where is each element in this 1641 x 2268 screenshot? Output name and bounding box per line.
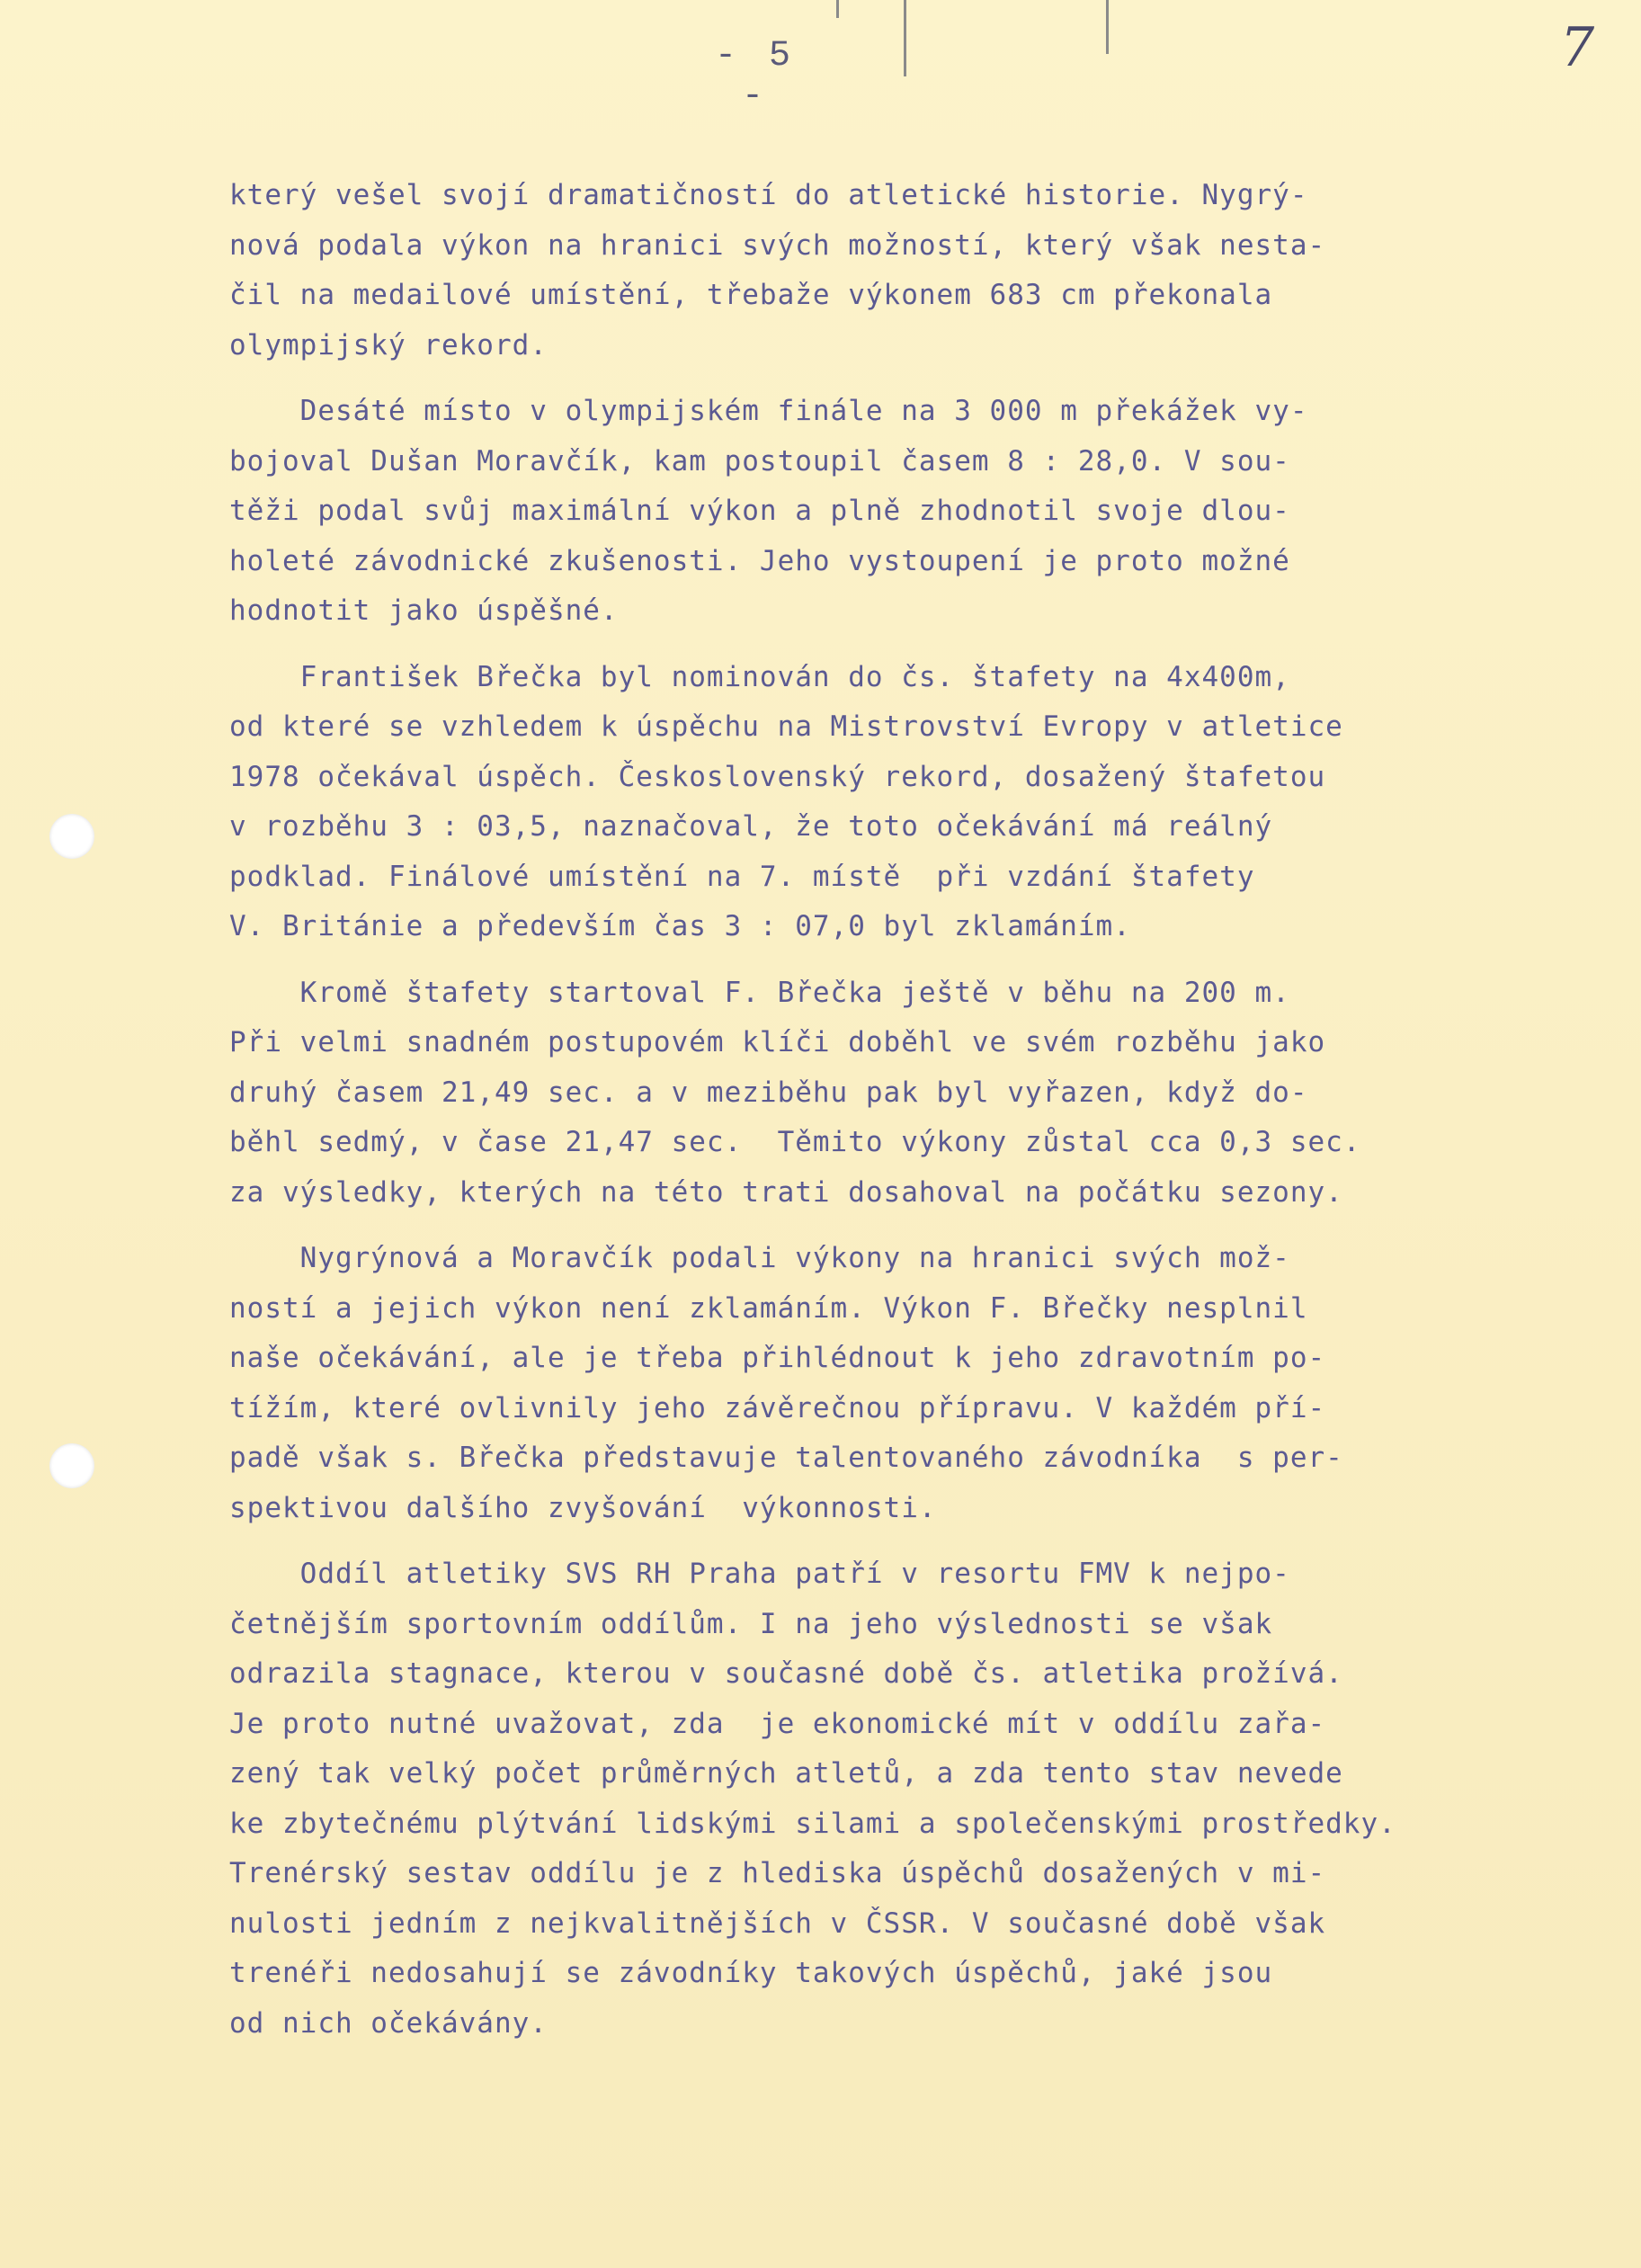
text-line: tížím, které ovlivnily jeho závěrečnou přípravu. V každém pří- <box>229 1391 1326 1424</box>
text-line: V. Británie a především čas 3 : 07,0 byl zklamáním. <box>229 910 1131 942</box>
text-line: spektivou dalšího zvyšování výkonnosti. <box>229 1491 937 1524</box>
text-line: od nich očekávány. <box>229 2006 548 2040</box>
text-line: Trenérský sestav oddílu je z hlediska úspěchů dosažených v mi- <box>229 1857 1326 1889</box>
paragraph <box>229 171 1560 371</box>
paragraph <box>229 969 1560 1219</box>
text-line: Desáté místo v olympijském finále na 3 000 m překážek vy- <box>229 395 1308 427</box>
text-line: František Břečka byl nominován do čs. štafety na 4x400m, <box>229 660 1290 693</box>
text-line: Při velmi snadném postupovém klíči doběhl ve svém rozběhu jako <box>229 1026 1326 1058</box>
text-line: ností a jejich výkon není zklamáním. Výkon F. Břečky nesplnil <box>229 1291 1308 1325</box>
text-line: podklad. Finálové umístění na 7. místě při vzdání štafety <box>229 860 1255 893</box>
text-line: běhl sedmý, v čase 21,47 sec. Těmito výkony zůstal cca 0,3 sec. <box>229 1126 1361 1158</box>
text-line: holeté závodnické zkušenosti. Jeho vystoupení je proto možné <box>229 544 1290 577</box>
text-line: hodnotit jako úspěšné. <box>229 594 619 627</box>
text-line: Nygrýnová a Moravčík podali výkony na hranici svých mož- <box>229 1242 1290 1274</box>
text-line: ke zbytečnému plýtvání lidskými silami a společenskými prostředky. <box>229 1807 1396 1840</box>
text-line: 1978 očekával úspěch. Československý rekord, dosažený štafetou <box>229 760 1326 793</box>
text-line: trenéři nedosahují se závodníky takových úspěchů, jaké jsou <box>229 1957 1273 1989</box>
crease-line <box>836 0 839 18</box>
text-line: padě však s. Břečka představuje talentovaného závodníka s per- <box>229 1442 1343 1474</box>
crease-line <box>904 0 906 76</box>
text-line: Kromě štafety startoval F. Břečka ještě v běhu na 200 m. <box>229 976 1290 1009</box>
text-line: za výsledky, kterých na této trati dosahoval na počátku sezony. <box>229 1175 1343 1209</box>
crease-line <box>1106 0 1109 54</box>
text-line: nulosti jedním z nejkvalitnějších v ČSSR. V současné době však <box>229 1906 1326 1940</box>
paragraph <box>229 1549 1560 2049</box>
text-line: čil na medailové umístění, třebaže výkonem 683 cm překonala <box>229 279 1273 311</box>
punch-hole-top <box>49 814 94 859</box>
text-line: těži podal svůj maximální výkon a plně zhodnotil svoje dlou- <box>229 495 1290 527</box>
paragraph <box>229 653 1560 952</box>
text-line: bojoval Dušan Moravčík, kam postoupil časem 8 : 28,0. V sou- <box>229 444 1290 478</box>
text-line: olympijský rekord. <box>229 328 548 362</box>
text-line: Je proto nutné uvažovat, zda je ekonomické mít v oddílu zařa- <box>229 1707 1326 1740</box>
text-line: Oddíl atletiky SVS RH Praha patří v resortu FMV k nejpo- <box>229 1558 1290 1590</box>
document-body <box>229 171 1560 2065</box>
text-line: naše očekávání, ale je třeba přihlédnout k jeho zdravotním po- <box>229 1342 1326 1374</box>
text-line: od které se vzhledem k úspěchu na Mistrovství Evropy v atletice <box>229 710 1343 743</box>
folio-number: 7 <box>1560 16 1595 79</box>
text-line: četnějším sportovním oddílům. I na jeho výslednosti se však <box>229 1607 1273 1640</box>
text-line: druhý časem 21,49 sec. a v meziběhu pak byl vyřazen, když do- <box>229 1076 1308 1109</box>
punch-hole-bottom <box>49 1443 94 1488</box>
paragraph <box>229 1234 1560 1533</box>
paragraph <box>229 387 1560 637</box>
text-line: který vešel svojí dramatičností do atletické historie. Nygrý- <box>229 179 1308 211</box>
text-line: nová podala výkon na hranici svých možností, který však nesta- <box>229 228 1326 262</box>
text-line: zený tak velký počet průměrných atletů, a zda tento stav nevede <box>229 1757 1343 1790</box>
page-number: - 5 - <box>714 36 796 117</box>
text-line: v rozběhu 3 : 03,5, naznačoval, že toto očekávání má reálný <box>229 810 1273 843</box>
text-line: odrazila stagnace, kterou v současné době čs. atletika prožívá. <box>229 1657 1343 1690</box>
